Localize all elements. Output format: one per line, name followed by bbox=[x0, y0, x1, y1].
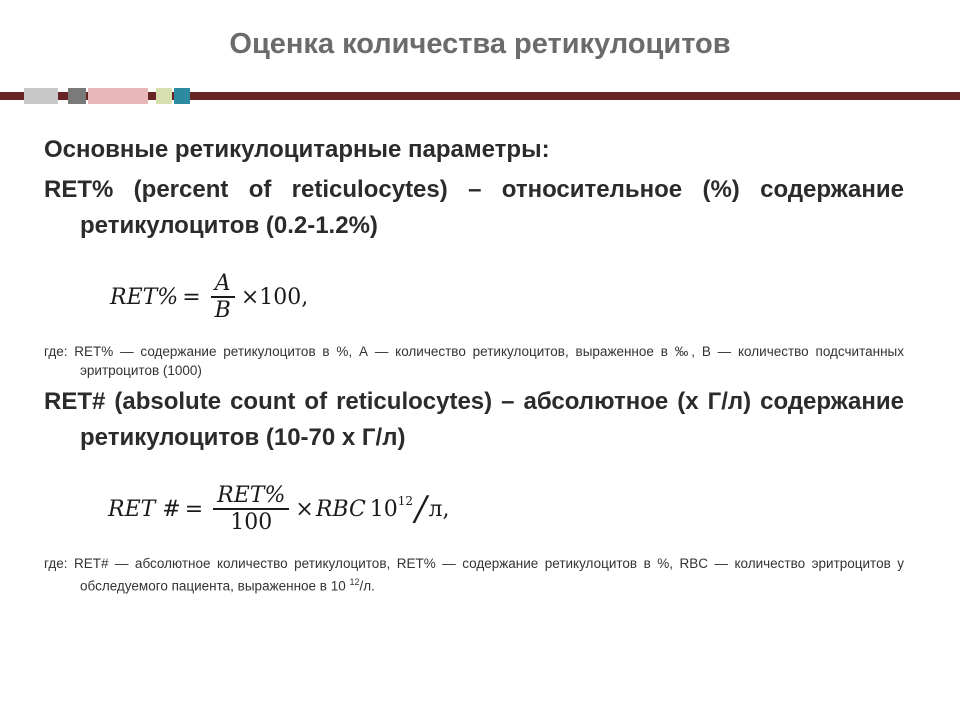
section-heading: Основные ретикулоцитарные параметры: bbox=[44, 136, 550, 163]
ret-absolute-note bbox=[44, 554, 904, 596]
formula2-rbc: RBC bbox=[315, 496, 366, 522]
formula2-denominator: 100 bbox=[230, 509, 273, 535]
formula2-exponent: 12 bbox=[397, 494, 414, 508]
stripe-block-4 bbox=[156, 88, 172, 104]
ret-absolute-definition: RET# (absolute count of reticulocytes) – абсолютное (х Г/л) содержание ретикулоцитов (10-70 х Г/л) bbox=[44, 388, 904, 451]
stripe-block-2 bbox=[68, 88, 86, 104]
stripe-block-5 bbox=[174, 88, 190, 104]
stripe-block-1 bbox=[24, 88, 58, 104]
formula2-base: 10 bbox=[369, 496, 398, 522]
formula2-slash: / bbox=[415, 489, 427, 529]
stripe-block-3 bbox=[88, 88, 148, 104]
slide-content bbox=[44, 136, 904, 596]
ret-percent-formula bbox=[110, 262, 904, 332]
ret-percent-definition: RET% (percent of reticulocytes) – относительное (%) содержание ретикулоцитов (0.2-1.2%) bbox=[44, 176, 904, 239]
formula1-denominator: B bbox=[214, 297, 231, 323]
formula1-times: ×100, bbox=[240, 284, 309, 310]
formula1-numerator: A bbox=[214, 271, 231, 297]
ret-percent-note: где: RET% — содержание ретикулоцитов в %, А — количество ретикулоцитов, выраженное в ‰, В — количество подсчитанных эритроцитов (1000) bbox=[44, 344, 904, 378]
ret-absolute-formula bbox=[108, 474, 904, 544]
formula2-lhs: RET # bbox=[108, 496, 181, 522]
formula2-numerator: RET% bbox=[217, 483, 286, 509]
note2-exponent: 12 bbox=[349, 577, 360, 587]
formula1-eq: = bbox=[182, 284, 201, 310]
formula1-fraction bbox=[211, 271, 235, 323]
note2-suffix: /л. bbox=[359, 578, 375, 594]
decorative-stripe bbox=[0, 88, 960, 104]
slide-title: Оценка количества ретикулоцитов bbox=[229, 28, 731, 60]
formula1-lhs: RET% bbox=[110, 284, 179, 310]
formula2-fraction bbox=[213, 483, 289, 535]
formula2-eq: = bbox=[184, 496, 204, 522]
formula2-times: × bbox=[295, 496, 314, 522]
formula2-unit: л, bbox=[428, 496, 450, 522]
note2-prefix: где: RET# — абсолютное количество ретикулоцитов, RET% — содержание ретикулоцитов в %, RBC — количество эритроцитов у обследуемого пациента, выраженное в 10 bbox=[44, 556, 904, 594]
